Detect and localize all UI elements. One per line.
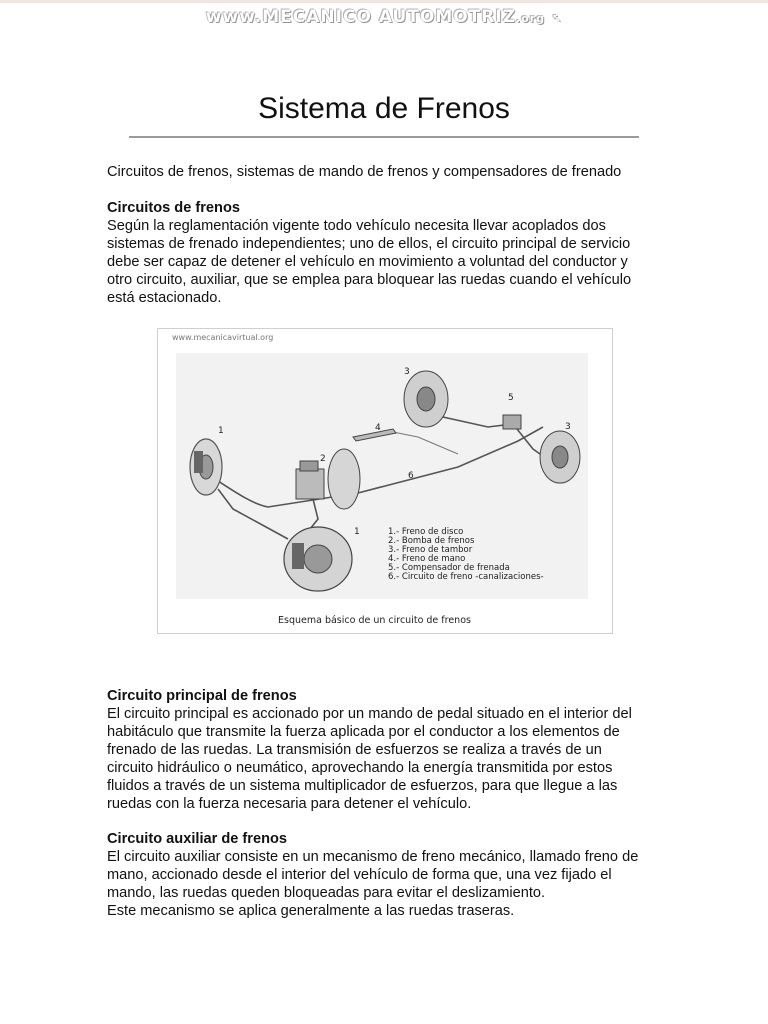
text-line: ruedas con la fuerza necesaria para detener el vehículo. xyxy=(107,796,472,812)
cursor-icon: ↖ xyxy=(552,12,563,25)
site-watermark-suffix: .org xyxy=(516,12,546,25)
text-line: frenado de las ruedas. La transmisión de esfuerzos se realiza a través de un xyxy=(107,742,602,758)
section-auxiliar xyxy=(107,830,667,920)
callout-number: 3 xyxy=(565,422,571,432)
intro-paragraph: Circuitos de frenos, sistemas de mando de frenos y compensadores de frenado xyxy=(107,164,622,180)
callout-number: 4 xyxy=(375,423,381,433)
text-line: mando, las ruedas queden bloqueadas para evitar el deslizamiento. xyxy=(107,885,546,901)
brake-circuit-diagram xyxy=(157,328,613,634)
text-line: habitáculo que transmite la fuerza aplicada por el conductor a los elementos de xyxy=(107,724,620,740)
callout-number: 1 xyxy=(354,527,360,537)
text-line: Este mecanismo se aplica generalmente a las ruedas traseras. xyxy=(107,903,515,919)
text-line: debe ser capaz de detener el vehículo en movimiento a voluntad del conductor y xyxy=(107,254,628,270)
brake-compensator xyxy=(503,415,521,429)
site-watermark-text: www.MECANICO AUTOMOTRIZ xyxy=(205,7,517,27)
section-heading: Circuito auxiliar de frenos xyxy=(107,831,288,847)
callout-number: 5 xyxy=(508,393,514,403)
drum-brake-rear-right xyxy=(540,431,580,483)
site-watermark xyxy=(0,7,768,27)
legend-item: 4.- Freno de mano xyxy=(388,554,466,564)
text-line: está estacionado. xyxy=(107,290,222,306)
legend-item: 3.- Freno de tambor xyxy=(388,545,473,555)
legend-item: 1.- Freno de disco xyxy=(388,527,464,537)
callout-number: 1 xyxy=(218,426,224,436)
text-line: sistemas de frenado independientes; uno de ellos, el circuito principal de servicio xyxy=(107,236,631,252)
legend-item: 5.- Compensador de frenada xyxy=(388,563,510,573)
callout-number: 2 xyxy=(320,454,326,464)
callout-number: 6 xyxy=(408,471,414,481)
text-line: fluidos a través de un sistema multiplicador de esfuerzos, para que llegue a las xyxy=(107,778,618,794)
text-line: El circuito principal es accionado por un mando de pedal situado en el interior del xyxy=(107,706,632,722)
section-circuitos xyxy=(107,199,667,307)
callout-number: 3 xyxy=(404,367,410,377)
text-line: El circuito auxiliar consiste en un mecanismo de freno mecánico, llamado freno de xyxy=(107,849,639,865)
drum-brake-rear-left xyxy=(404,371,448,427)
diagram-background xyxy=(176,353,588,599)
legend-item: 6.- Circuito de freno -canalizaciones- xyxy=(388,572,544,582)
diagram-svg xyxy=(158,329,612,633)
title-divider xyxy=(129,136,639,138)
section-heading: Circuitos de frenos xyxy=(107,200,240,216)
diagram-watermark: www.mecanicavirtual.org xyxy=(172,333,274,342)
diagram-caption: Esquema básico de un circuito de frenos xyxy=(278,615,471,626)
text-line: otro circuito, auxiliar, que se emplea para bloquear las ruedas cuando el vehículo xyxy=(107,272,632,288)
section-heading: Circuito principal de frenos xyxy=(107,688,297,704)
disc-brake-front-left xyxy=(190,439,222,495)
page-title: Sistema de Frenos xyxy=(258,92,510,125)
text-line: mano, accionado desde el interior del vehículo de forma que, una vez fijado el xyxy=(107,867,612,883)
text-line: circuito hidráulico o neumático, aprovechando la energía transmitida por estos xyxy=(107,760,613,776)
text-line: Según la reglamentación vigente todo vehículo necesita llevar acoplados dos xyxy=(107,218,606,234)
legend-item: 2.- Bomba de frenos xyxy=(388,536,475,546)
top-banner xyxy=(0,0,768,31)
section-principal xyxy=(107,687,667,813)
disc-brake-front-right xyxy=(284,527,352,591)
